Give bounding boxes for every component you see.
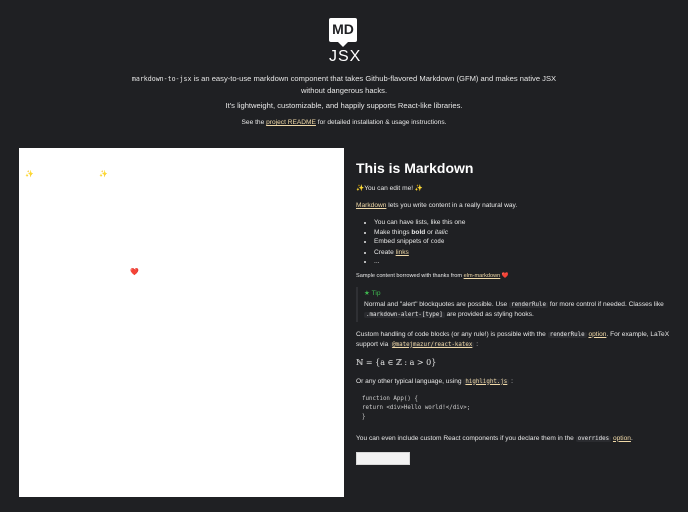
credit-text: Sample content borrowed with thanks from: [356, 272, 463, 279]
intro-paragraph: [356, 201, 674, 210]
markdown-preview: [356, 160, 674, 467]
markdown-editor[interactable]: [19, 148, 344, 497]
intro-readme-line: [120, 119, 568, 126]
custom-component-button[interactable]: [356, 452, 410, 465]
tip-text: are provided as styling hooks.: [446, 310, 534, 318]
react-katex-link[interactable]: @matejmazur/react-katex: [392, 341, 473, 348]
preview-title: This is Markdown: [356, 160, 474, 176]
highlightjs-link[interactable]: highlight.js: [465, 378, 508, 385]
inline-code: renderRule: [549, 331, 585, 338]
paragraph-text: .: [630, 434, 633, 442]
logo: [329, 18, 362, 66]
intro-text: [120, 73, 568, 96]
code-block: [356, 395, 674, 422]
tip-blockquote: [356, 287, 674, 322]
overrides-option-link[interactable]: option: [612, 434, 631, 442]
tip-text: Normal and "alert" blockquotes are possible. Use: [364, 300, 508, 308]
list-item: • You can have lists, like this one: [374, 218, 674, 228]
bold-text: bold: [411, 228, 426, 236]
highlight-paragraph: [356, 377, 674, 387]
heart-icon: ❤️: [130, 269, 139, 276]
elm-markdown-link[interactable]: elm-markdown: [463, 272, 501, 279]
edit-line: ✨You can edit me! ✨: [356, 185, 424, 192]
readme-prefix: See the: [241, 119, 265, 126]
list-item: • ...: [374, 257, 674, 267]
components-paragraph: [356, 434, 674, 444]
credit-line: [356, 273, 674, 279]
heart-icon: ❤️: [501, 272, 509, 279]
inline-code: renderRule: [511, 301, 546, 308]
italic-text: italic: [434, 228, 449, 236]
inline-code: code: [430, 239, 445, 245]
logo-md: MD: [329, 18, 357, 42]
feature-list: [356, 218, 674, 267]
sparkle-icon: ✨: [99, 171, 108, 178]
intro-tagline: It's lightweight, customizable, and happily supports React-like libraries.: [225, 101, 463, 110]
renderrule-option-link[interactable]: option: [588, 330, 607, 338]
intro-description: is an easy-to-use markdown component that takes Github-flavored Markdown (GFM) and makes native JSX without dangerous hacks.: [193, 74, 557, 95]
sparkle-icon: ✨: [25, 171, 34, 178]
inline-code: overrides: [577, 435, 610, 442]
paragraph-text: :: [511, 377, 513, 385]
code-line: function App() {: [362, 395, 418, 402]
markdown-link[interactable]: Markdown: [356, 202, 387, 209]
links-link[interactable]: links: [395, 248, 409, 256]
list-item: • Create links: [374, 248, 674, 258]
math-formula: ℕ = {a ∈ ℤ : a > 0}: [356, 357, 437, 367]
intro-paragraph-text: lets you write content in a really natural way.: [388, 202, 518, 209]
paragraph-text: You can even include custom React components if you declare them in the: [356, 434, 574, 442]
readme-suffix: for detailed installation & usage instructions.: [317, 119, 447, 126]
readme-link[interactable]: project README: [266, 119, 316, 126]
paragraph-text: :: [476, 340, 479, 348]
paragraph-text: Custom handling of code blocks (or any rule!) is possible with the: [356, 330, 546, 338]
paragraph-text: . For example, LaTeX support via: [356, 330, 670, 348]
tip-title: ★ Tip: [364, 289, 381, 297]
code-line: }: [362, 413, 366, 420]
tip-body: [364, 300, 674, 320]
code-line: return <div>Hello world!</div>;: [362, 404, 471, 411]
package-name: markdown-to-jsx: [131, 75, 192, 83]
inline-code: .markdown-alert-[type]: [366, 311, 443, 318]
tip-text: for more control if needed. Classes like: [549, 300, 664, 308]
custom-handling-paragraph: [356, 330, 674, 350]
paragraph-text: Or any other typical language, using: [356, 377, 462, 385]
logo-jsx: JSX: [329, 48, 362, 65]
list-item: • Make things bold or italic: [374, 228, 674, 238]
list-item: • Embed snippets of code: [374, 237, 674, 248]
